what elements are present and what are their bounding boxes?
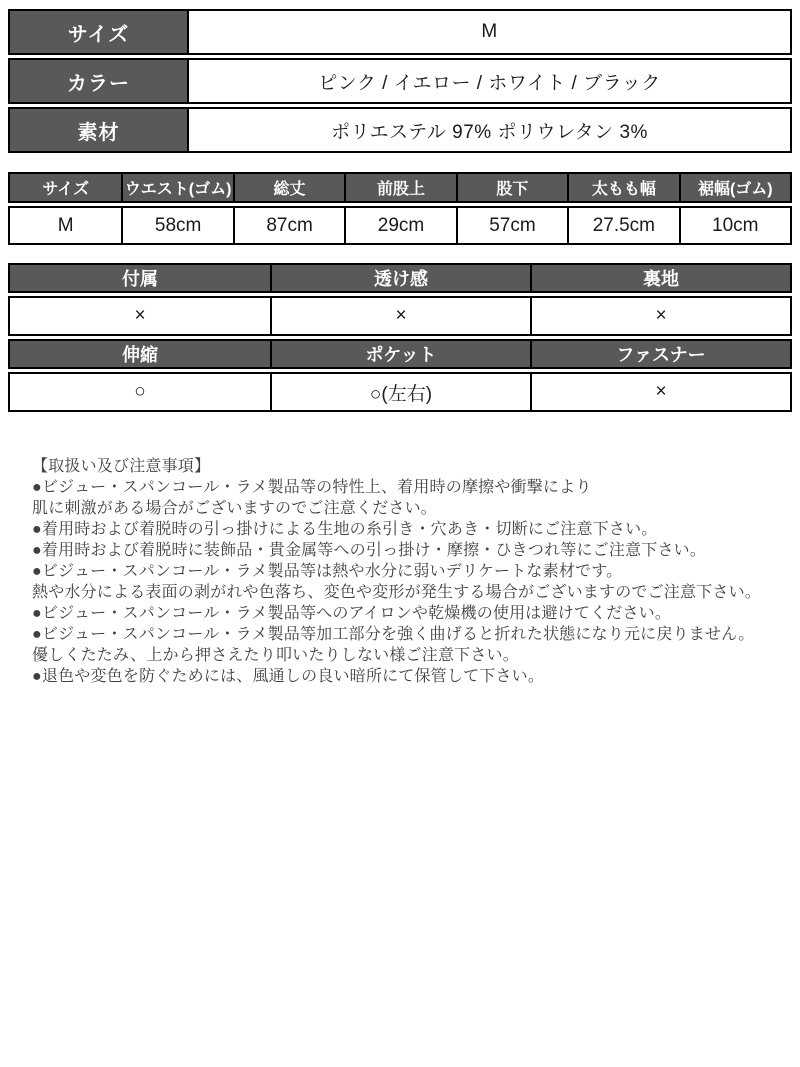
care-notes-line: 熱や水分による表面の剥がれや色落ち、変色や変形が発生する場合がございますのでご注意下さい。 xyxy=(32,584,762,601)
spec-row xyxy=(8,9,792,55)
measurement-value: 29cm xyxy=(344,208,455,243)
feature-header: 付属 xyxy=(10,265,270,291)
measurement-header: 太もも幅 xyxy=(567,174,678,201)
care-notes-line: 肌に刺激がある場合がございますのでご注意ください。 xyxy=(32,500,438,517)
feature-header: ポケット xyxy=(270,341,530,367)
feature-header-row xyxy=(8,263,792,293)
care-notes-line: ●ビジュー・スパンコール・ラメ製品等の特性上、着用時の摩擦や衝撃により xyxy=(32,479,592,496)
feature-value-row xyxy=(8,372,792,412)
measurement-value: M xyxy=(57,214,74,236)
spec-value: M xyxy=(187,11,790,53)
feature-value: × xyxy=(530,298,790,334)
care-notes-line: ●ビジュー・スパンコール・ラメ製品等加工部分を強く曲げると折れた状態になり元に戻りません。 xyxy=(32,626,755,643)
measurement-value: 87cm xyxy=(233,208,344,243)
measurement-value: 27.5cm xyxy=(567,208,678,243)
measurement-value: 57cm xyxy=(456,208,567,243)
measurement-header: サイズ xyxy=(10,174,121,201)
feature-value: ○(左右) xyxy=(270,374,530,410)
feature-value: × xyxy=(270,298,530,334)
spec-label: サイズ xyxy=(10,11,187,53)
measurement-value: 10cm xyxy=(679,208,790,243)
spec-row xyxy=(8,58,792,104)
measurement-header: 股下 xyxy=(456,174,567,201)
feature-header: 透け感 xyxy=(270,265,530,291)
measurement-value-row xyxy=(8,206,792,245)
feature-value-row xyxy=(8,296,792,336)
care-notes-title: 【取扱い及び注意事項】 xyxy=(32,458,211,475)
feature-value: ○ xyxy=(134,381,146,402)
care-notes-line: ●着用時および着脱時に装飾品・貴金属等への引っ掛け・摩擦・ひきつれ等にご注意下さい。 xyxy=(32,542,707,559)
care-notes-line: ●退色や変色を防ぐためには、風通しの良い暗所にて保管して下さい。 xyxy=(32,668,545,685)
feature-value: × xyxy=(530,374,790,410)
care-notes-line: ●ビジュー・スパンコール・ラメ製品等は熱や水分に弱いデリケートな素材です。 xyxy=(32,563,623,580)
measurement-header: 裾幅(ゴム) xyxy=(679,174,790,201)
measurement-header: ウエスト(ゴム) xyxy=(121,174,232,201)
care-notes-line: 優しくたたみ、上から押さえたり叩いたりしない様ご注意下さい。 xyxy=(32,647,519,664)
feature-header: ファスナー xyxy=(530,341,790,367)
feature-table xyxy=(8,263,792,412)
care-notes-line: ●ビジュー・スパンコール・ラメ製品等へのアイロンや乾燥機の使用は避けてください。 xyxy=(32,605,672,622)
care-notes-line: ●着用時および着脱時の引っ掛けによる生地の糸引き・穴あき・切断にご注意下さい。 xyxy=(32,521,658,538)
feature-header-row xyxy=(8,339,792,369)
spec-row xyxy=(8,107,792,153)
measurement-header: 前股上 xyxy=(344,174,455,201)
care-notes xyxy=(32,456,784,687)
spec-label: 素材 xyxy=(10,109,187,151)
feature-header: 伸縮 xyxy=(10,341,270,367)
measurement-header: 総丈 xyxy=(233,174,344,201)
spec-label: カラー xyxy=(10,60,187,102)
measurement-value: 58cm xyxy=(121,208,232,243)
measurement-header-row xyxy=(8,172,792,203)
measurement-table xyxy=(8,172,792,245)
spec-table xyxy=(8,9,792,153)
spec-value: ポリエステル 97% ポリウレタン 3% xyxy=(187,109,790,151)
feature-value: × xyxy=(134,305,146,326)
spec-value: ピンク / イエロー / ホワイト / ブラック xyxy=(187,60,790,102)
feature-header: 裏地 xyxy=(530,265,790,291)
